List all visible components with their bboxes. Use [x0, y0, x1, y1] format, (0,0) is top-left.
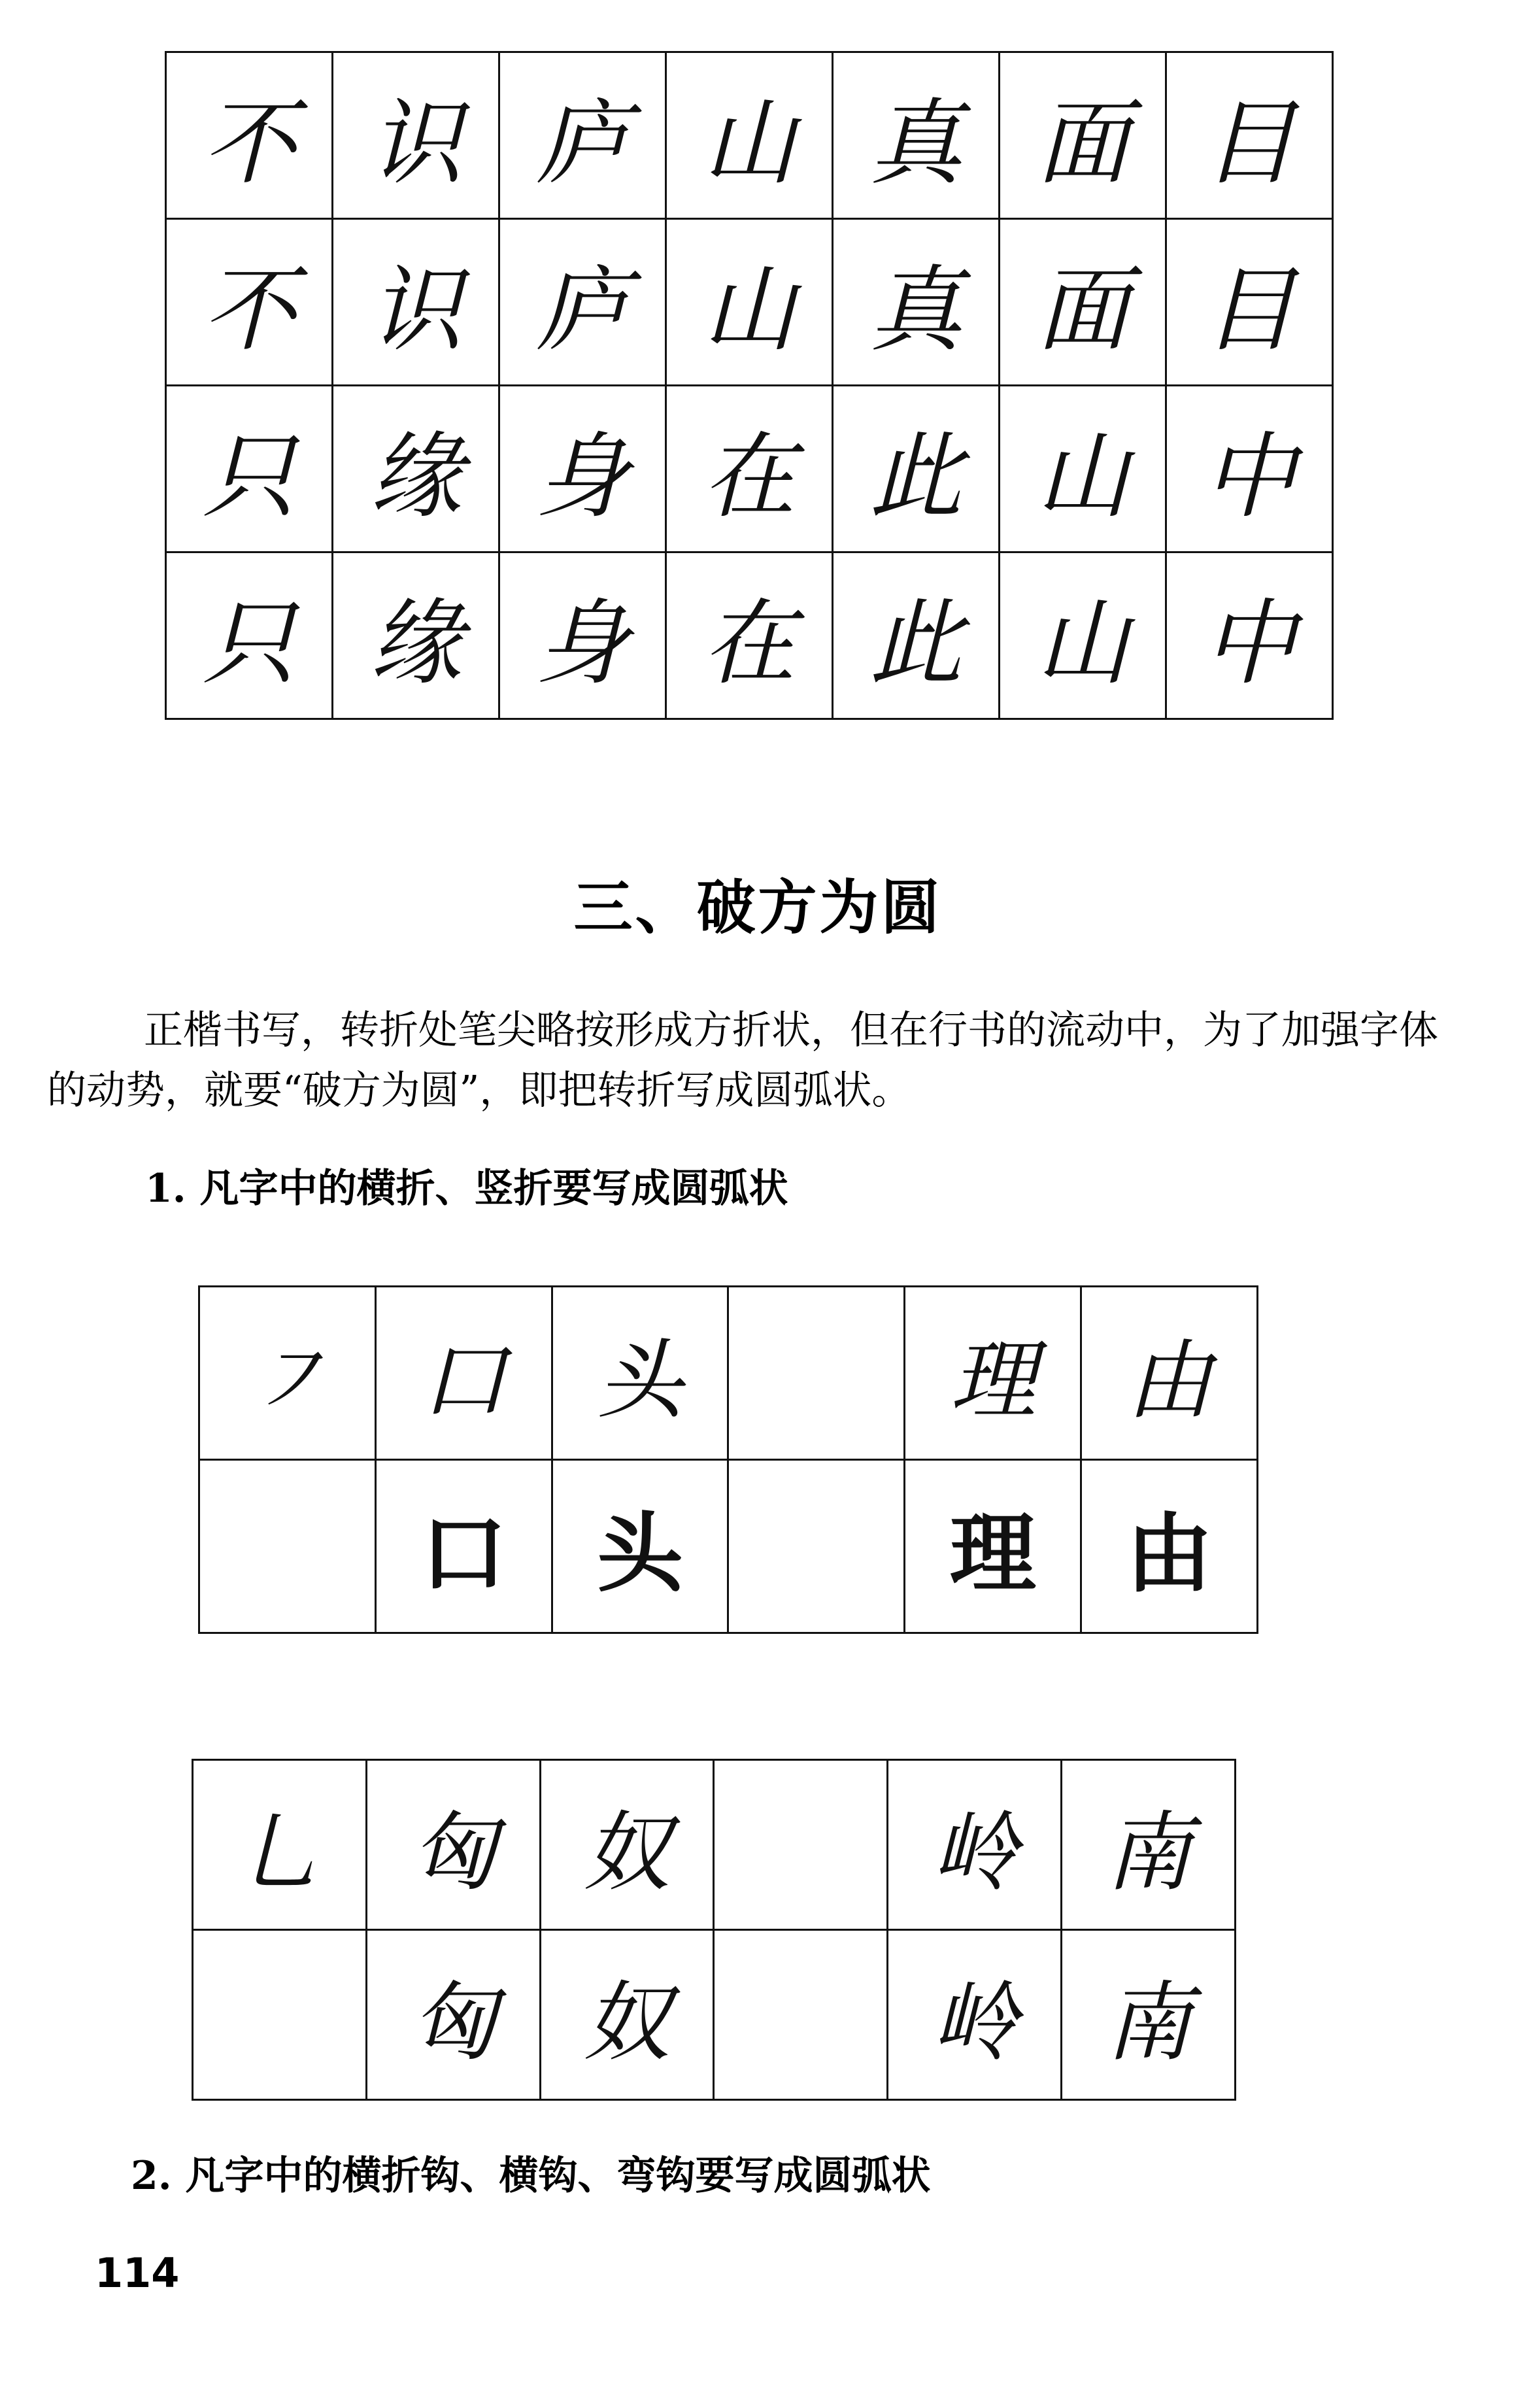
char-cell: 庐: [499, 219, 666, 386]
char-cell: 南: [1062, 1930, 1236, 2100]
char-cell: 面: [1000, 52, 1166, 219]
grid-row: [193, 1930, 1236, 2100]
char-cell: 目: [1166, 52, 1333, 219]
grid-row: [166, 219, 1333, 386]
char-cell: 身: [499, 552, 666, 719]
char-cell: 面: [1000, 219, 1166, 386]
char-cell: 南: [1062, 1760, 1236, 1930]
char-cell: 此: [833, 552, 1000, 719]
char-cell: 头: [552, 1287, 728, 1460]
char-cell: 山: [1000, 552, 1166, 719]
calligraphy-grid-1: [165, 51, 1334, 720]
calligraphy-grid-2: [198, 1285, 1258, 1634]
char-cell: 目: [1166, 219, 1333, 386]
section-heading: 三、破方为圆: [573, 873, 943, 942]
char-cell: 由: [1081, 1460, 1258, 1633]
grid-row: [166, 52, 1333, 219]
char-cell: 口: [375, 1287, 552, 1460]
char-cell: 在: [666, 386, 833, 552]
char-cell: 只: [166, 386, 333, 552]
char-cell: 理: [905, 1287, 1081, 1460]
char-cell: 山: [666, 219, 833, 386]
grid-row: [166, 386, 1333, 552]
char-cell: 中: [1166, 386, 1333, 552]
calligraphy-grid-3: [192, 1759, 1236, 2101]
char-cell: 匈: [366, 1930, 540, 2100]
page-number: 114: [95, 2249, 180, 2297]
char-cell: 缘: [333, 552, 499, 719]
char-cell: 奴: [540, 1930, 714, 2100]
char-cell: 奴: [540, 1760, 714, 1930]
char-cell: 真: [833, 219, 1000, 386]
char-cell: 岭: [888, 1930, 1062, 2100]
char-cell: 理: [905, 1460, 1081, 1633]
char-cell: ㇇: [199, 1287, 376, 1460]
char-cell: [714, 1930, 888, 2100]
grid-row: [199, 1460, 1258, 1633]
char-cell: 身: [499, 386, 666, 552]
char-cell: 由: [1081, 1287, 1258, 1460]
body-paragraph: 正楷书写，转折处笔尖略按形成方折状，但在行书的流动中，为了加强字体的动势，就要“破方为圆”，即把转折写成圆弧状。: [47, 1008, 1438, 1113]
subheading-1: 1. 凡字中的横折、竖折要写成圆弧状: [145, 1166, 788, 1212]
char-cell: 口: [375, 1460, 552, 1633]
char-cell: 不: [166, 52, 333, 219]
char-cell: 识: [333, 219, 499, 386]
char-cell: [199, 1460, 376, 1633]
char-cell: 真: [833, 52, 1000, 219]
char-cell: [728, 1460, 905, 1633]
char-cell: 识: [333, 52, 499, 219]
char-cell: 在: [666, 552, 833, 719]
char-cell: 庐: [499, 52, 666, 219]
grid-row: [166, 552, 1333, 719]
char-cell: 此: [833, 386, 1000, 552]
char-cell: 只: [166, 552, 333, 719]
char-cell: 中: [1166, 552, 1333, 719]
subheading-2: 2. 凡字中的横折钩、横钩、弯钩要写成圆弧状: [131, 2153, 931, 2199]
char-cell: [714, 1760, 888, 1930]
char-cell: 缘: [333, 386, 499, 552]
char-cell: [193, 1930, 367, 2100]
char-cell: 山: [1000, 386, 1166, 552]
char-cell: 匈: [366, 1760, 540, 1930]
char-cell: [728, 1287, 905, 1460]
grid-row: [193, 1760, 1236, 1930]
char-cell: 头: [552, 1460, 728, 1633]
grid-row: [199, 1287, 1258, 1460]
char-cell: 不: [166, 219, 333, 386]
char-cell: 岭: [888, 1760, 1062, 1930]
char-cell: 乚: [193, 1760, 367, 1930]
char-cell: 山: [666, 52, 833, 219]
